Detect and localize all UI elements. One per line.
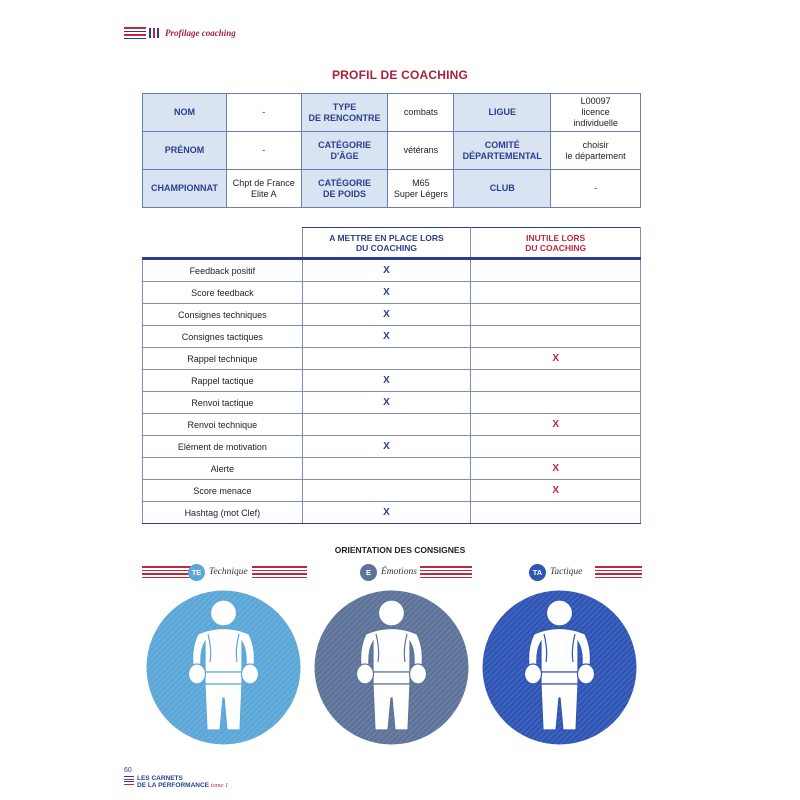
orientation-title: ORIENTATION DES CONSIGNES bbox=[334, 545, 466, 555]
mark-inutile: X bbox=[471, 348, 641, 370]
brand-line2: DE LA PERFORMANCE bbox=[137, 782, 209, 789]
coaching-table bbox=[142, 227, 641, 524]
document-title: PROFIL DE COACHING bbox=[331, 68, 469, 82]
category-label: Tactique bbox=[550, 567, 583, 577]
coaching-row bbox=[143, 370, 641, 392]
page-number: 60 bbox=[124, 767, 132, 774]
mark-a-mettre: X bbox=[302, 259, 471, 282]
coaching-item-label: Renvoi tactique bbox=[143, 392, 303, 414]
profile-field-label: TYPE DE RENCONTRE bbox=[301, 94, 388, 132]
mark-a-mettre: X bbox=[302, 370, 471, 392]
profile-field-value: - bbox=[551, 170, 641, 208]
brand-logo-icon bbox=[124, 776, 134, 785]
coaching-row bbox=[143, 348, 641, 370]
mark-inutile: X bbox=[471, 480, 641, 502]
profile-field-value: vétérans bbox=[388, 132, 454, 170]
profile-field-label: CATÉGORIE D'ÂGE bbox=[301, 132, 388, 170]
mark-inutile bbox=[471, 282, 641, 304]
badge-ta: TA bbox=[529, 564, 546, 581]
coaching-item-label: Consignes tactiques bbox=[143, 326, 303, 348]
col-header-a-mettre: A METTRE EN PLACE LORS DU COACHING bbox=[302, 228, 471, 259]
profile-field-label: CHAMPIONNAT bbox=[143, 170, 227, 208]
coaching-item-label: Rappel tactique bbox=[143, 370, 303, 392]
brand-line1: LES CARNETS bbox=[137, 775, 183, 782]
boxer-emotions-illustration bbox=[314, 590, 469, 745]
coaching-item-label: Renvoi technique bbox=[143, 414, 303, 436]
coaching-item-label: Consignes techniques bbox=[143, 304, 303, 326]
coaching-item-label: Elément de motivation bbox=[143, 436, 303, 458]
profile-table bbox=[142, 93, 641, 208]
coaching-item-label: Score menace bbox=[143, 480, 303, 502]
stripe-decoration bbox=[420, 566, 472, 578]
section-title: Profilage coaching bbox=[165, 28, 236, 38]
footer-brand bbox=[124, 775, 228, 789]
mark-a-mettre bbox=[302, 458, 471, 480]
profile-field-label: CATÉGORIE DE POIDS bbox=[301, 170, 388, 208]
profile-field-value: L00097 licence individuelle bbox=[551, 94, 641, 132]
coaching-row bbox=[143, 436, 641, 458]
profile-row bbox=[143, 94, 641, 132]
header-blank bbox=[143, 228, 303, 259]
profile-row bbox=[143, 170, 641, 208]
mark-inutile: X bbox=[471, 458, 641, 480]
profile-field-value: combats bbox=[388, 94, 454, 132]
coaching-row bbox=[143, 259, 641, 282]
mark-a-mettre: X bbox=[302, 436, 471, 458]
mark-inutile bbox=[471, 259, 641, 282]
stripe-decoration bbox=[142, 566, 194, 578]
mark-inutile: X bbox=[471, 414, 641, 436]
stripe-decoration bbox=[252, 566, 307, 578]
profile-field-label: COMITÉ DÉPARTEMENTAL bbox=[454, 132, 551, 170]
brand-logo bbox=[124, 27, 159, 39]
coaching-row bbox=[143, 304, 641, 326]
coaching-item-label: Rappel technique bbox=[143, 348, 303, 370]
coaching-row bbox=[143, 480, 641, 502]
coaching-item-label: Hashtag (mot Clef) bbox=[143, 502, 303, 524]
category-emotions bbox=[360, 563, 417, 581]
coaching-row bbox=[143, 392, 641, 414]
coaching-item-label: Score feedback bbox=[143, 282, 303, 304]
profile-field-label: PRÉNOM bbox=[143, 132, 227, 170]
mark-a-mettre: X bbox=[302, 282, 471, 304]
mark-inutile bbox=[471, 326, 641, 348]
boxer-technique-illustration bbox=[146, 590, 301, 745]
mark-inutile bbox=[471, 436, 641, 458]
mark-a-mettre: X bbox=[302, 392, 471, 414]
coaching-row bbox=[143, 414, 641, 436]
coaching-row bbox=[143, 326, 641, 348]
mark-a-mettre bbox=[302, 480, 471, 502]
profile-field-label: LIGUE bbox=[454, 94, 551, 132]
mark-inutile bbox=[471, 392, 641, 414]
category-tactique bbox=[529, 563, 582, 581]
profile-field-value: - bbox=[226, 132, 301, 170]
mark-a-mettre bbox=[302, 414, 471, 436]
coaching-item-label: Feedback positif bbox=[143, 259, 303, 282]
profile-field-value: choisir le département bbox=[551, 132, 641, 170]
profile-row bbox=[143, 132, 641, 170]
mark-inutile bbox=[471, 502, 641, 524]
mark-a-mettre bbox=[302, 348, 471, 370]
badge-te: TE bbox=[188, 564, 205, 581]
profile-field-label: CLUB bbox=[454, 170, 551, 208]
mark-a-mettre: X bbox=[302, 304, 471, 326]
mark-a-mettre: X bbox=[302, 502, 471, 524]
profile-field-value: - bbox=[226, 94, 301, 132]
mark-a-mettre: X bbox=[302, 326, 471, 348]
tome-label: tome 1 bbox=[210, 782, 229, 789]
stripe-decoration bbox=[595, 566, 642, 578]
boxer-tactique-illustration bbox=[482, 590, 637, 745]
coaching-row bbox=[143, 458, 641, 480]
profile-field-value: M65 Super Légers bbox=[388, 170, 454, 208]
badge-e: E bbox=[360, 564, 377, 581]
page-footer bbox=[124, 767, 228, 789]
profile-field-label: NOM bbox=[143, 94, 227, 132]
page-header bbox=[124, 27, 236, 39]
coaching-item-label: Alerte bbox=[143, 458, 303, 480]
category-technique bbox=[188, 563, 248, 581]
col-header-inutile: INUTILE LORS DU COACHING bbox=[471, 228, 641, 259]
profile-field-value: Chpt de France Elite A bbox=[226, 170, 301, 208]
coaching-row bbox=[143, 502, 641, 524]
mark-inutile bbox=[471, 370, 641, 392]
category-label: Technique bbox=[209, 567, 248, 577]
category-label: Émotions bbox=[381, 567, 417, 577]
mark-inutile bbox=[471, 304, 641, 326]
coaching-row bbox=[143, 282, 641, 304]
